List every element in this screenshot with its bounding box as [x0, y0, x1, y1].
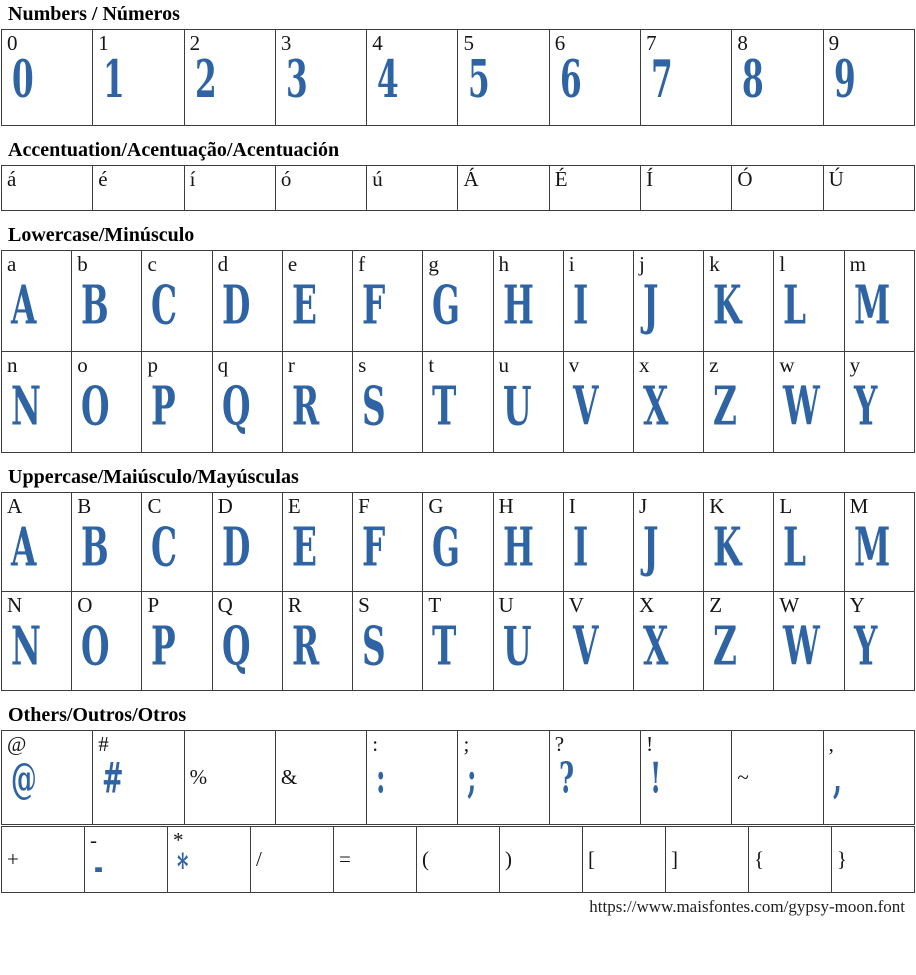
character-label: ]	[671, 847, 678, 872]
character-label: y	[849, 353, 861, 377]
character-label: ;	[463, 732, 470, 756]
font-glyph: V	[572, 614, 599, 678]
character-label: F	[358, 494, 370, 518]
section-title-uppercase: Uppercase/Maiúsculo/Mayúsculas	[8, 466, 299, 488]
character-label: [	[588, 847, 595, 872]
character-label: L	[779, 494, 793, 518]
character-label: S	[358, 593, 370, 617]
section-title-others: Others/Outros/Otros	[8, 704, 187, 726]
character-label: 8	[737, 31, 748, 55]
glyph-cell	[282, 352, 352, 453]
glyph-cell	[633, 352, 703, 453]
glyph-cell	[2, 251, 72, 352]
font-glyph: Y	[853, 614, 878, 678]
glyph-cell	[282, 493, 352, 592]
character-label: x	[638, 353, 650, 377]
character-label: Á	[463, 167, 479, 191]
glyph-cell	[493, 592, 563, 691]
font-glyph: P	[151, 374, 177, 438]
glyph-cell	[353, 352, 423, 453]
font-glyph: H	[502, 273, 534, 337]
glyph-cell	[282, 251, 352, 352]
font-glyph: 9	[833, 49, 856, 111]
character-label: e	[287, 252, 298, 276]
glyph-cell	[2, 592, 72, 691]
glyph-cell	[563, 592, 633, 691]
section-title-lowercase: Lowercase/Minúsculo	[8, 224, 195, 246]
glyph-cell	[212, 493, 282, 592]
character-label: ,	[828, 732, 834, 756]
glyph-row	[2, 251, 915, 352]
glyph-cell	[142, 352, 212, 453]
glyph-cell	[423, 352, 493, 453]
glyph-cell	[423, 493, 493, 592]
glyph-cell	[549, 30, 640, 126]
section-uppercase	[1, 466, 915, 691]
glyph-cell	[2, 352, 72, 453]
font-glyph: M	[853, 273, 890, 337]
font-glyph: S	[362, 374, 386, 438]
character-label: t	[428, 353, 435, 377]
glyph-cell	[212, 352, 282, 453]
character-label: p	[147, 353, 158, 377]
glyph-cell	[641, 166, 732, 211]
font-glyph: N	[11, 614, 41, 678]
character-label: r	[287, 353, 295, 377]
font-glyph: 4	[377, 49, 399, 111]
glyph-cell	[353, 592, 423, 691]
glyph-cell	[72, 493, 142, 592]
glyph-cell	[493, 352, 563, 453]
glyph-cell	[353, 251, 423, 352]
glyph-cell	[417, 827, 500, 893]
glyph-cell	[184, 166, 275, 211]
character-label: )	[505, 847, 512, 872]
character-label: E	[287, 494, 301, 518]
glyph-cell	[184, 731, 275, 825]
character-label: 6	[554, 31, 566, 55]
section-lowercase	[1, 224, 915, 453]
font-glyph: F	[362, 515, 386, 579]
glyph-row	[2, 493, 915, 592]
character-label: %	[189, 765, 208, 790]
font-glyph: W	[783, 614, 821, 678]
glyph-cell	[142, 592, 212, 691]
character-label: 1	[98, 31, 109, 55]
character-label: ~	[737, 765, 749, 790]
font-glyph: 5	[468, 49, 491, 111]
character-label: N	[7, 593, 23, 617]
character-label: O	[77, 593, 93, 617]
font-glyph: 0	[12, 49, 34, 111]
character-label: É	[554, 167, 568, 191]
glyph-cell	[633, 592, 703, 691]
glyph-row	[2, 731, 915, 825]
font-glyph: Y	[853, 374, 878, 438]
character-label: P	[147, 593, 160, 617]
glyph-cell	[168, 827, 251, 893]
font-glyph: D	[221, 273, 251, 337]
character-label: é	[98, 167, 108, 191]
character-label: #	[98, 732, 109, 756]
font-specimen-page	[0, 3, 916, 917]
font-glyph: 8	[742, 49, 765, 111]
font-glyph: ;	[467, 753, 477, 804]
font-glyph: T	[432, 614, 457, 678]
glyph-cell	[458, 731, 549, 825]
font-glyph: C	[151, 515, 178, 579]
character-label: í	[189, 167, 196, 191]
glyph-cell	[367, 30, 458, 126]
lowercase-glyph-table-0	[1, 250, 915, 453]
character-label: X	[638, 593, 655, 617]
font-glyph: Q	[221, 374, 251, 438]
font-glyph: W	[783, 374, 821, 438]
glyph-row	[2, 827, 915, 893]
glyph-cell	[704, 493, 774, 592]
font-glyph: M	[853, 515, 890, 579]
glyph-cell	[72, 352, 142, 453]
character-label: g	[428, 252, 439, 276]
character-label: 3	[280, 31, 292, 55]
glyph-cell	[275, 30, 366, 126]
numbers-glyph-table-0	[1, 29, 915, 126]
glyph-cell	[563, 251, 633, 352]
font-glyph: L	[783, 515, 807, 579]
footer-url: https://www.maisfontes.com/gypsy-moon.font	[589, 897, 905, 916]
character-label: s	[358, 353, 367, 377]
glyph-cell	[732, 731, 823, 825]
glyph-cell	[212, 592, 282, 691]
character-label: j	[638, 252, 645, 276]
glyph-cell	[423, 592, 493, 691]
character-label: á	[7, 167, 17, 191]
character-label: J	[638, 494, 648, 518]
font-glyph: J	[642, 273, 659, 337]
glyph-cell	[2, 731, 93, 825]
font-glyph: F	[362, 273, 386, 337]
glyph-cell	[666, 827, 749, 893]
character-label: H	[498, 494, 514, 518]
glyph-cell	[774, 352, 844, 453]
font-glyph: Z	[713, 614, 738, 678]
glyph-cell	[844, 592, 914, 691]
font-glyph: U	[502, 374, 532, 438]
glyph-cell	[774, 592, 844, 691]
character-label: 9	[828, 31, 840, 55]
glyph-cell	[212, 251, 282, 352]
font-glyph: X	[642, 374, 669, 438]
font-glyph: 2	[194, 49, 217, 111]
glyph-cell	[458, 166, 549, 211]
glyph-cell	[275, 731, 366, 825]
character-label: n	[7, 353, 18, 377]
glyph-cell	[563, 493, 633, 592]
font-glyph: C	[151, 273, 178, 337]
glyph-cell	[774, 493, 844, 592]
glyph-cell	[93, 731, 184, 825]
font-glyph: R	[291, 614, 320, 678]
section-numbers	[1, 3, 915, 126]
glyph-cell	[142, 493, 212, 592]
character-label: T	[428, 593, 442, 617]
font-glyph: B	[81, 273, 109, 337]
character-label: Í	[646, 167, 654, 191]
glyph-cell	[641, 30, 732, 126]
font-glyph: S	[362, 614, 386, 678]
character-label: v	[568, 353, 580, 377]
glyph-cell	[493, 251, 563, 352]
font-glyph: Q	[221, 614, 251, 678]
glyph-cell	[423, 251, 493, 352]
font-glyph: :	[376, 753, 386, 804]
character-label: q	[217, 353, 229, 377]
character-label: 2	[189, 31, 201, 55]
font-glyph: 1	[103, 49, 126, 111]
glyph-cell	[823, 166, 914, 211]
glyph-cell	[251, 827, 334, 893]
font-glyph: !	[650, 753, 662, 804]
character-label: Ó	[737, 167, 753, 191]
font-glyph: K	[713, 515, 742, 579]
font-glyph: ?	[558, 753, 574, 804]
glyph-cell	[732, 30, 823, 126]
character-label: A	[7, 494, 23, 518]
font-glyph: H	[502, 515, 534, 579]
font-glyph: *	[177, 845, 189, 889]
character-label: =	[339, 847, 351, 872]
glyph-cell	[2, 30, 93, 126]
font-glyph: R	[291, 374, 320, 438]
accentuation-glyph-table-0	[1, 165, 915, 211]
font-glyph: @	[11, 753, 37, 804]
character-label: &	[280, 765, 298, 790]
character-label: I	[568, 494, 576, 518]
character-label: b	[77, 252, 88, 276]
glyph-cell	[749, 827, 832, 893]
font-glyph: G	[432, 273, 461, 337]
character-label: !	[646, 732, 654, 756]
character-label: D	[217, 494, 233, 518]
glyph-cell	[704, 251, 774, 352]
font-glyph: V	[572, 374, 599, 438]
character-label: *	[173, 828, 184, 852]
glyph-cell	[85, 827, 168, 893]
character-label: i	[568, 252, 575, 276]
character-label: ó	[280, 167, 292, 191]
glyph-cell	[184, 30, 275, 126]
glyph-row	[2, 352, 915, 453]
character-label: m	[849, 252, 866, 276]
glyph-cell	[93, 30, 184, 126]
character-label: C	[147, 494, 162, 518]
font-glyph: O	[81, 614, 110, 678]
font-glyph: Z	[713, 374, 738, 438]
others-glyph-table-1	[1, 826, 915, 893]
character-label: 7	[646, 31, 657, 55]
glyph-cell	[353, 493, 423, 592]
character-label: k	[709, 252, 720, 276]
font-glyph: X	[642, 614, 669, 678]
character-label: B	[77, 494, 92, 518]
glyph-cell	[583, 827, 666, 893]
font-glyph: K	[713, 273, 742, 337]
character-label: o	[77, 353, 88, 377]
font-glyph: J	[642, 515, 659, 579]
character-label: V	[568, 593, 584, 617]
character-label: (	[422, 847, 429, 872]
section-accentuation	[1, 139, 915, 211]
font-glyph: 7	[651, 49, 673, 111]
character-label: Z	[709, 593, 723, 617]
glyph-cell	[774, 251, 844, 352]
glyph-row	[2, 166, 915, 211]
font-glyph: T	[432, 374, 457, 438]
font-glyph: P	[151, 614, 177, 678]
glyph-cell	[823, 731, 914, 825]
character-label: 5	[463, 31, 474, 55]
glyph-cell	[2, 166, 93, 211]
glyph-cell	[704, 592, 774, 691]
font-glyph: I	[572, 273, 589, 337]
glyph-cell	[275, 166, 366, 211]
glyph-row	[2, 592, 915, 691]
character-label: 0	[7, 31, 18, 55]
character-label: +	[7, 847, 19, 872]
font-glyph: ,	[832, 753, 842, 804]
character-label: R	[287, 593, 302, 617]
character-label: f	[358, 252, 366, 276]
section-title-accentuation: Accentuation/Acentuação/Acentuación	[8, 139, 340, 161]
font-glyph: A	[11, 515, 37, 579]
glyph-cell	[458, 30, 549, 126]
font-glyph: I	[572, 515, 589, 579]
character-label: @	[7, 732, 27, 756]
glyph-cell	[549, 731, 640, 825]
font-glyph: O	[81, 374, 110, 438]
character-label: Y	[849, 593, 865, 617]
sections-container	[1, 3, 915, 893]
glyph-cell	[633, 493, 703, 592]
character-label: Q	[217, 593, 233, 617]
font-glyph: E	[291, 273, 317, 337]
others-glyph-table-0	[1, 730, 915, 825]
glyph-cell	[72, 592, 142, 691]
font-glyph: U	[502, 614, 532, 678]
glyph-cell	[367, 731, 458, 825]
font-glyph: #	[102, 753, 124, 804]
character-label: }	[837, 847, 848, 872]
glyph-cell	[93, 166, 184, 211]
font-glyph: E	[291, 515, 317, 579]
glyph-cell	[633, 251, 703, 352]
section-title-numbers: Numbers / Números	[8, 3, 180, 25]
character-label: ?	[554, 732, 565, 756]
font-glyph: B	[81, 515, 109, 579]
glyph-cell	[282, 592, 352, 691]
font-glyph: -	[94, 845, 104, 889]
font-glyph: L	[783, 273, 807, 337]
glyph-cell	[844, 493, 914, 592]
character-label: M	[849, 494, 869, 518]
glyph-cell	[823, 30, 914, 126]
glyph-cell	[549, 166, 640, 211]
character-label: h	[498, 252, 510, 276]
character-label: :	[372, 732, 379, 756]
glyph-cell	[844, 251, 914, 352]
character-label: -	[90, 828, 97, 852]
character-label: c	[147, 252, 157, 276]
glyph-cell	[2, 827, 85, 893]
font-glyph: D	[221, 515, 251, 579]
glyph-cell	[142, 251, 212, 352]
glyph-cell	[641, 731, 732, 825]
glyph-row	[2, 30, 915, 126]
character-label: U	[498, 593, 514, 617]
glyph-cell	[2, 493, 72, 592]
character-label: K	[709, 494, 725, 518]
character-label: z	[709, 353, 719, 377]
glyph-cell	[732, 166, 823, 211]
character-label: /	[256, 847, 262, 872]
glyph-cell	[500, 827, 583, 893]
font-glyph: A	[11, 273, 37, 337]
glyph-cell	[367, 166, 458, 211]
character-label: G	[428, 494, 444, 518]
font-glyph: 3	[285, 49, 308, 111]
font-glyph: 6	[559, 49, 582, 111]
glyph-cell	[832, 827, 915, 893]
character-label: d	[217, 252, 229, 276]
uppercase-glyph-table-0	[1, 492, 915, 691]
character-label: W	[779, 593, 800, 617]
character-label: w	[779, 353, 795, 377]
character-label: 4	[372, 31, 383, 55]
character-label: {	[754, 847, 765, 872]
font-glyph: G	[432, 515, 461, 579]
glyph-cell	[493, 493, 563, 592]
character-label: ú	[372, 167, 383, 191]
glyph-cell	[844, 352, 914, 453]
character-label: Ú	[828, 167, 844, 191]
character-label: l	[779, 252, 786, 276]
font-glyph: N	[11, 374, 41, 438]
glyph-cell	[72, 251, 142, 352]
character-label: a	[7, 252, 17, 276]
glyph-cell	[334, 827, 417, 893]
character-label: u	[498, 353, 510, 377]
section-others	[1, 704, 915, 893]
glyph-cell	[704, 352, 774, 453]
glyph-cell	[563, 352, 633, 453]
